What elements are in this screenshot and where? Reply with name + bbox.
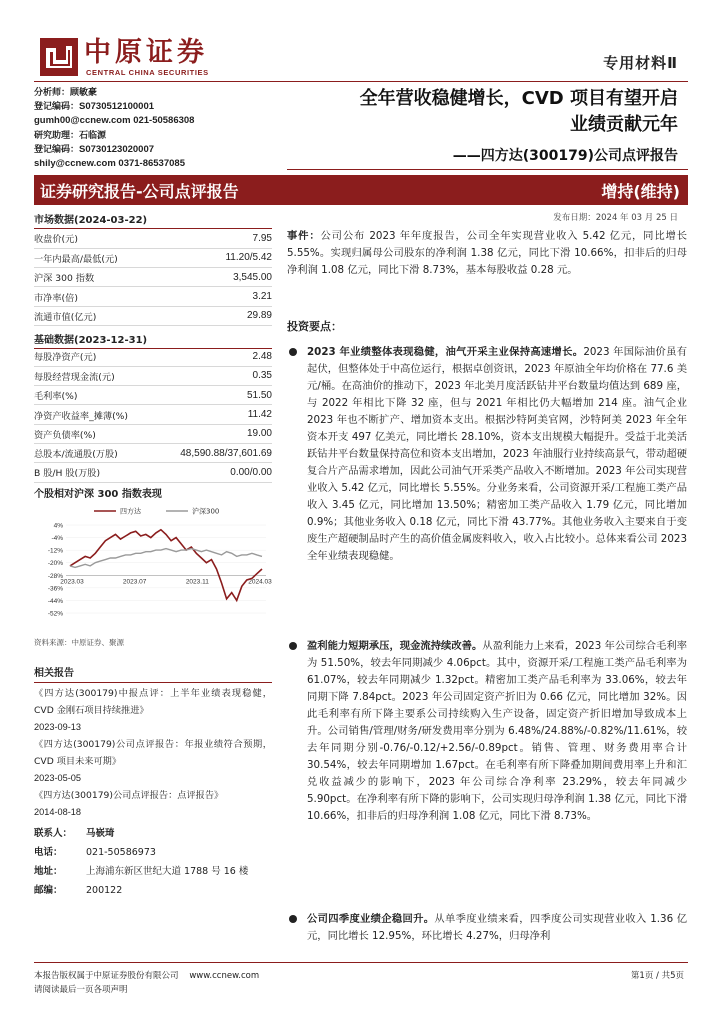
report-type: 证券研究报告-公司点评报告 [40,182,239,201]
event-paragraph [287,228,687,279]
website-link[interactable]: www.ccnew.com [189,971,260,981]
market-data-title: 市场数据(2024-03-22) [34,211,272,229]
contact-info [34,824,272,900]
assistant-reg-code: S0730123020007 [79,143,155,155]
point-heading: 盈利能力短期承压，现金流持续改善。 [307,640,483,652]
logo-chinese-name: 中原证券 [84,37,208,68]
point-body: 2023 年国际油价虽有起伏，但整体处于中高位运行，根据卓创资讯，2023 年原油全年均价格在 77.6 美元/桶。在高油价的推动下，2023 年北美月度活跃钻井平台数量均值达到 689 座，与 2022 年相比下降 32 座，但与 2021 年相比仍大幅增加 214 座。油气企业 2023 年也不断扩产、增加资本支出。根据沙特阿美官网，沙特阿美 2023 年全年资本开支 497 亿美元，同比增长 28.10%，资本支出规模大幅提升。受益于北美活跃钻井平台数量保持高位和资本支出增加，2023 年油服行业持续高景气，带动超硬复合片产品需求增加，因此公司油气开采类产品收入不断增加。2023 年公司实现营业收入 5.42 亿元，同比增长 5.55%。分业务来看，公司资源开采/工程施工类产品收入 3.45 亿元，同比增加 13.50%；精密加工类产品收入 1.79 亿元，同比增加 0.9%；其他业务收入 0.18 亿元，同比下滑 43.77%。其他业务收入主要来自于变废生产超硬制品时产生的高价值金属废料收入，收入占比较小。总体来看公司 2023 全年业绩表现稳健。 [307,346,687,562]
basic-value: 19.00 [154,424,272,443]
legend-label: 沪深300 [192,507,220,516]
basic-value: 0.00/0.00 [154,463,272,482]
related-report-item[interactable] [34,736,272,787]
basic-value: 48,590.88/37,601.69 [154,443,272,462]
contact-person: 马嵚琦 [86,828,115,839]
basic-row [34,443,272,462]
related-report-title: 《四方达(300179)公司点评报告：点评报告》 [34,790,224,801]
market-key: 沪深 300 指数 [34,268,187,287]
bullet-icon [289,915,297,923]
basic-row [34,366,272,385]
report-subtitle: ——四方达(300179)公司点评报告 [452,148,678,164]
market-row [34,248,272,267]
basic-data-title: 基础数据(2023-12-31) [34,331,272,349]
contact-person-label: 联系人： [34,828,73,839]
y-tick-label: -44% [47,597,63,605]
investment-point-2 [287,638,687,825]
disclaimer-notice: 请阅读最后一页各项声明 [34,985,128,995]
market-row [34,268,272,287]
basic-key: 净资产收益率_摊薄(%) [34,405,154,424]
basic-row [34,347,272,366]
basic-value: 11.42 [154,405,272,424]
market-row [34,287,272,306]
point-heading: 2023 年业绩整体表现稳健，油气开采主业保持高速增长。 [307,346,584,358]
investment-point-1 [287,344,687,565]
subtitle-divider [287,169,688,170]
investment-points-title: 投资要点： [287,320,342,333]
report-type-banner [34,175,688,205]
basic-value: 0.35 [154,366,272,385]
bullet-icon [289,348,297,356]
bullet-icon [289,642,297,650]
logo-english-name: CENTRAL CHINA SECURITIES [86,68,209,77]
basic-key: 毛利率(%) [34,386,154,405]
point-body: 从单季度业绩来看，四季度公司实现营业收入 1.36 亿元，同比增长 12.95%，环比增长 4.27%，归母净利 [307,913,688,942]
publish-date: 发布日期：2024 年 03 月 25 日 [553,213,678,223]
x-tick-label: 2023.03 [60,578,84,586]
y-tick-label: -20% [47,560,63,568]
analyst-contact: gumh00@ccnew.com 021-50586308 [34,115,195,127]
report-title-line1: 全年营收稳健增长，CVD 项目有望开启 [359,88,678,109]
zip-label: 邮编： [34,885,63,896]
market-value: 3.21 [187,287,272,306]
market-key: 流通市值(亿元) [34,306,187,325]
related-report-date: 2023-09-13 [34,722,81,732]
market-row [34,306,272,325]
related-reports-title: 相关报告 [34,665,272,683]
rating: 增持(维持) [601,182,680,201]
y-tick-label: -28% [47,572,63,580]
related-report-item[interactable] [34,685,272,736]
header-divider [34,81,688,82]
market-key: 一年内最高/最低(元) [34,248,187,267]
y-tick-label: -36% [47,585,63,593]
basic-row [34,405,272,424]
relative-performance-chart [34,503,272,623]
address-label: 地址： [34,866,63,877]
basic-key: 每股净资产(元) [34,347,154,366]
y-tick-label: -4% [51,535,63,543]
assistant-contact: shily@ccnew.com 0371-86537085 [34,158,185,170]
copyright-notice: 本报告版权属于中原证券股份有限公司 [34,971,179,981]
phone-value: 021-50586973 [86,847,156,858]
address-value: 上海浦东新区世纪大道 1788 号 16 楼 [86,866,249,877]
company-logo [40,38,230,78]
analyst-label: 分析师： [34,88,71,98]
phone-label: 电话： [34,847,63,858]
series-line-stock [70,530,262,601]
x-tick-label: 2023.07 [122,578,147,586]
market-value: 3,545.00 [187,268,272,287]
related-report-item[interactable] [34,787,272,821]
related-report-date: 2023-05-05 [34,773,81,783]
y-tick-label: 4% [53,522,63,530]
basic-row [34,424,272,443]
report-title [360,86,678,138]
y-tick-label: -12% [47,547,63,555]
event-text: 公司公布 2023 年年度报告，公司全年实现营业收入 5.42 亿元，同比增长 5.55%。实现归属母公司股东的净利润 1.38 亿元，同比下滑 10.66%，扣非后的归母净利润 1.08 亿元，同比下滑 8.73%，基本每股收益 0.28 元。 [287,230,687,276]
market-data-table [34,229,272,326]
basic-value: 2.48 [154,347,272,366]
market-value: 29.89 [187,306,272,325]
report-title-line2: 业绩贡献元年 [570,114,678,135]
zip-value: 200122 [86,885,123,896]
point-heading: 公司四季度业绩企稳回升。 [307,913,435,925]
basic-data-table [34,347,272,483]
analyst-reg-label: 登记编码： [34,102,80,113]
market-key: 收盘价(元) [34,229,187,248]
related-report-date: 2014-08-18 [34,807,81,817]
basic-value: 51.50 [154,386,272,405]
market-value: 11.20/5.42 [187,248,272,267]
analyst-info [34,86,264,171]
point-body: 从盈利能力上来看，2023 年公司综合毛利率为 51.50%，较去年同期减少 4.06pct。其中，资源开采/工程施工类产品毛利率为 61.07%，较去年同期减少 1.32pct。精密加工类产品毛利率为 33.06%，较去年同期下降 7.84pct。2023 年公司固定资产折旧为 0.66 亿元，同比增加 32%。因此毛利率有所下降主要系公司持续购入生产设备，固定资产折旧增加导致成本上升。公司销售/管理/财务/研发费用率分别为 6.48%/24.88%/-0.82%/11.61%，较去年同期分别-0.76/-0.12/+2.56/-0.89pct。销售、管理、财务费用率合计 30.54%，较去年同期增加 1.67pct。在毛利率有所下降叠加期间费用率上升和汇兑收益减少的影响下，2023 年公司综合净利率 23.29%，较去年同减少 5.90pct。在净利率有所下降的影响下，公司实现归母净利润 1.38 亿元，同比下滑 10.66%，扣非后的归母净利润 1.08 亿元，同比下滑 8.73%。 [307,640,688,822]
assistant-label: 研究助理： [34,130,80,141]
investment-point-3 [287,911,687,945]
assistant-name: 石临源 [79,130,107,141]
y-tick-label: -52% [47,610,63,618]
basic-key: 总股本/流通股(万股) [34,443,154,462]
page-number: 第1页 / 共5页 [630,971,684,981]
market-key: 市净率(倍) [34,287,187,306]
related-report-title: 《四方达(300179)公司点评报告：年报业绩符合预期，CVD 项目未来可期》 [34,739,272,767]
logo-mark-icon [40,38,78,76]
basic-key: 资产负债率(%) [34,424,154,443]
legend-label: 四方达 [120,507,141,516]
basic-key: B 股/H 股(万股) [34,463,154,482]
related-reports [34,665,272,821]
page-footer [34,962,688,997]
market-row [34,229,272,248]
basic-key: 每股经营现金流(元) [34,366,154,385]
industry-category: 专用材料Ⅱ [603,54,678,72]
assistant-reg-label: 登记编码： [34,144,80,155]
market-value: 7.95 [187,229,272,248]
x-tick-label: 2023.11 [185,578,209,586]
related-report-title: 《四方达(300179)中报点评：上半年业绩表现稳健， CVD 金刚石项目持续推进》 [34,688,272,716]
series-line-index [70,549,262,568]
chart-title: 个股相对沪深 300 指数表现 [34,489,162,500]
basic-row [34,463,272,482]
chart-source: 资料来源：中原证券、聚源 [34,638,124,647]
basic-row [34,386,272,405]
analyst-reg-code: S0730512100001 [79,101,155,113]
x-tick-label: 2024.03 [248,578,272,586]
event-label: 事件： [287,230,321,242]
analyst-name: 顾敏豪 [70,88,98,98]
